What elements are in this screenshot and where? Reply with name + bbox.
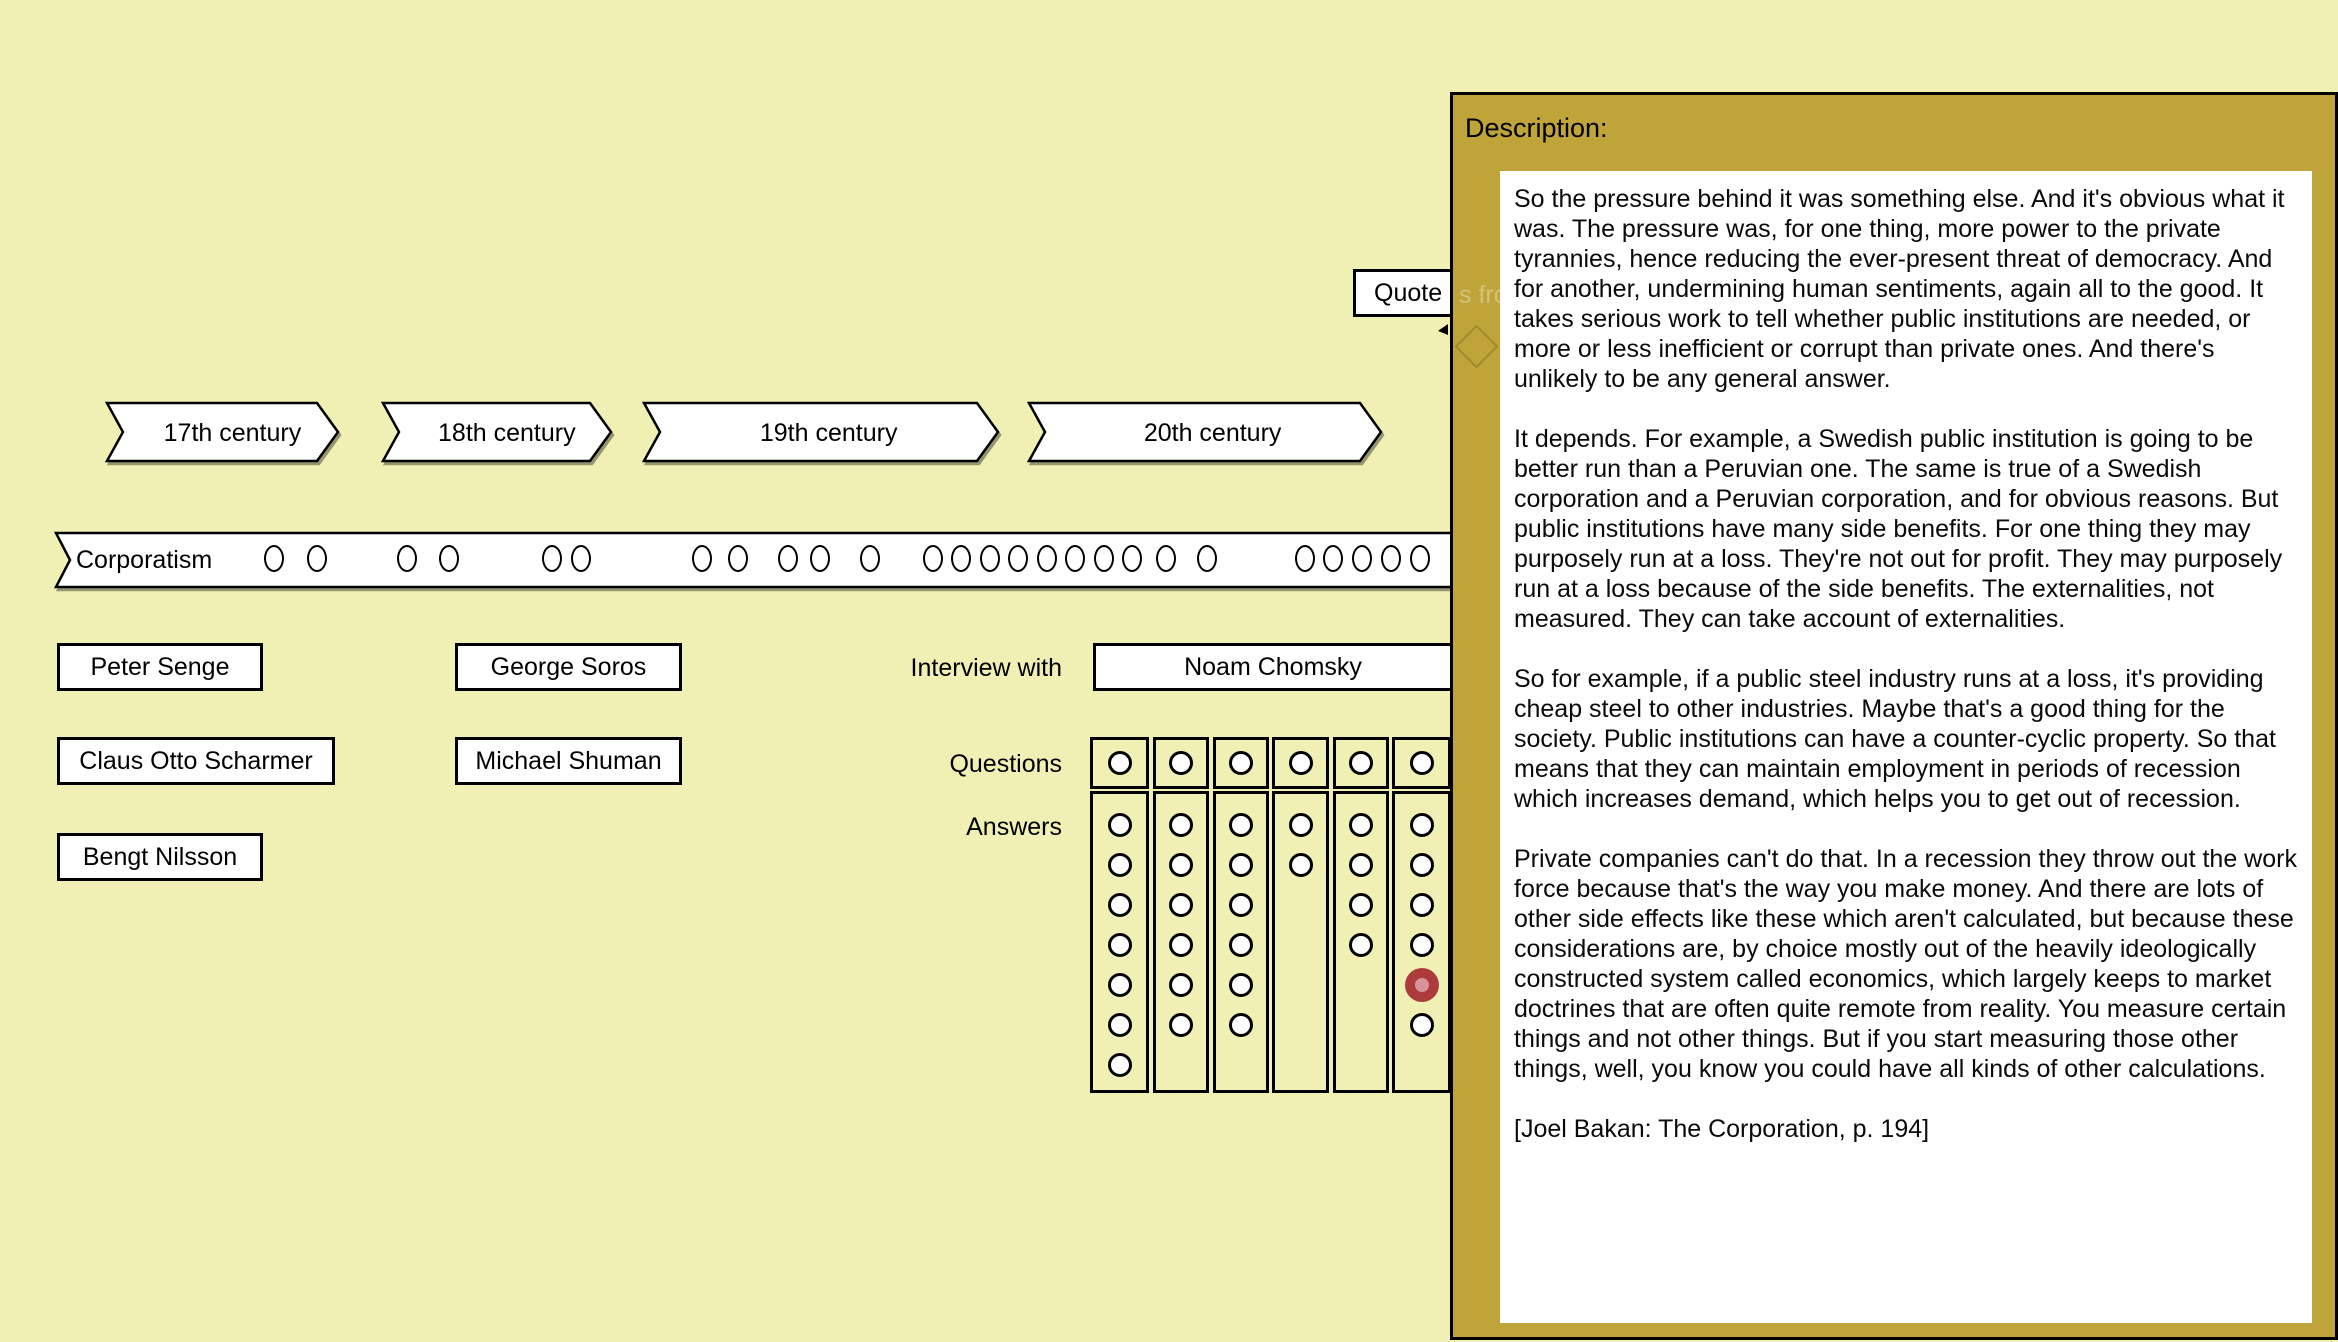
century-chevron-19th[interactable] bbox=[642, 401, 1001, 463]
question-slot[interactable] bbox=[1108, 751, 1132, 775]
answer-slot[interactable] bbox=[1229, 1013, 1253, 1037]
timeline-circle[interactable] bbox=[571, 545, 591, 572]
description-text[interactable] bbox=[1500, 171, 2312, 1323]
century-chevron-20th[interactable] bbox=[1027, 401, 1384, 463]
description-paragraph: So the pressure behind it was something else. And it's obvious what it was. The pressure was, for one thing, more power to the private tyrannies, hence reducing the ever-present threat of democracy. And for another, undermining human sentiments, again all to the good. It takes serious work to tell whether public institutions are needed, or more or less inefficient or corrupt than private ones. And there's unlikely to be any general answer. bbox=[1514, 185, 2285, 393]
person-label: Bengt Nilsson bbox=[82, 842, 238, 871]
answer-slot[interactable] bbox=[1169, 933, 1193, 957]
person-label: George Soros bbox=[490, 652, 647, 681]
interviewee-name: Noam Chomsky bbox=[1184, 652, 1362, 681]
answer-slot[interactable] bbox=[1410, 933, 1434, 957]
timeline-circle[interactable] bbox=[1381, 545, 1401, 572]
timeline-circle[interactable] bbox=[1352, 545, 1372, 572]
timeline-circle[interactable] bbox=[778, 545, 798, 572]
answer-slot[interactable] bbox=[1108, 933, 1132, 957]
answer-slot[interactable] bbox=[1349, 853, 1373, 877]
century-label: 19th century bbox=[759, 419, 898, 447]
answer-slot[interactable] bbox=[1229, 813, 1253, 837]
answer-slot[interactable] bbox=[1108, 853, 1132, 877]
interview-with-label: Interview with bbox=[910, 654, 1062, 682]
quote-button[interactable] bbox=[1353, 269, 1456, 317]
timeline-circle[interactable] bbox=[1197, 545, 1217, 572]
question-slot[interactable] bbox=[1410, 751, 1434, 775]
timeline-circle[interactable] bbox=[860, 545, 880, 572]
timeline-circle[interactable] bbox=[923, 545, 943, 572]
answer-slot[interactable] bbox=[1289, 813, 1313, 837]
timeline-circle[interactable] bbox=[1156, 545, 1176, 572]
selected-dot bbox=[1415, 978, 1429, 992]
answer-slot-selected[interactable] bbox=[1405, 968, 1439, 1002]
timeline-circle[interactable] bbox=[692, 545, 712, 572]
question-slot[interactable] bbox=[1169, 751, 1193, 775]
description-panel-title: Description: bbox=[1465, 113, 1608, 143]
answer-slot[interactable] bbox=[1410, 853, 1434, 877]
answer-slot[interactable] bbox=[1349, 893, 1373, 917]
questions-label: Questions bbox=[949, 750, 1062, 778]
answer-slot[interactable] bbox=[1410, 813, 1434, 837]
person-box-george-soros[interactable] bbox=[455, 643, 682, 691]
description-paragraph: Private companies can't do that. In a recession they throw out the work force because that's the way you make money. And there are lots of other side effects like these which aren't calculated, but because these considerations are, by choice mostly out of the heavily ideologically constructed system called economics, which largely keeps to market doctrines that are often quite remote from reality. You measure certain things and not other things. But if you start measuring those other things, well, you know you could have all kinds of other calculations. bbox=[1514, 845, 2297, 1083]
question-slot[interactable] bbox=[1349, 751, 1373, 775]
answer-slot[interactable] bbox=[1229, 853, 1253, 877]
quote-button-label: Quote bbox=[1374, 278, 1443, 307]
answer-slot[interactable] bbox=[1410, 893, 1434, 917]
timeline-circle[interactable] bbox=[951, 545, 971, 572]
answer-slot[interactable] bbox=[1349, 933, 1373, 957]
description-paragraph: It depends. For example, a Swedish public institution is going to be better run than a Peruvian one. The same is true of a Swedish corporation and a Peruvian corporation, and for obvious reasons. But public institutions have many side benefits. For one thing they may purposely run at a loss. They're not out for profit. They may purposely run at a loss because of the side benefits. The externalities, not measured. They can take account of externalities. bbox=[1514, 425, 2283, 633]
answer-slot[interactable] bbox=[1108, 813, 1132, 837]
timeline-circle[interactable] bbox=[810, 545, 830, 572]
timeline-circle[interactable] bbox=[1008, 545, 1028, 572]
timeline-circle[interactable] bbox=[1295, 545, 1315, 572]
answer-slot[interactable] bbox=[1169, 1013, 1193, 1037]
question-slot[interactable] bbox=[1289, 751, 1313, 775]
question-slot[interactable] bbox=[1229, 751, 1253, 775]
description-paragraph: [Joel Bakan: The Corporation, p. 194] bbox=[1514, 1115, 1930, 1143]
timeline-circle[interactable] bbox=[1094, 545, 1114, 572]
description-panel bbox=[1450, 92, 2338, 1340]
timeline-circle[interactable] bbox=[1037, 545, 1057, 572]
person-box-bengt-nilsson[interactable] bbox=[57, 833, 263, 881]
timeline-circle[interactable] bbox=[980, 545, 1000, 572]
answer-slot[interactable] bbox=[1108, 1053, 1132, 1077]
century-label: 17th century bbox=[163, 419, 302, 447]
answer-slot[interactable] bbox=[1229, 933, 1253, 957]
timeline-circle[interactable] bbox=[397, 545, 417, 572]
timeline-circle[interactable] bbox=[728, 545, 748, 572]
century-chevron-17th[interactable] bbox=[105, 401, 341, 463]
answers-label: Answers bbox=[966, 813, 1062, 841]
answer-slot[interactable] bbox=[1410, 1013, 1434, 1037]
answer-slot[interactable] bbox=[1349, 813, 1373, 837]
description-paragraph: So for example, if a public steel industry runs at a loss, it's providing cheap steel to other industries. Maybe that's a good thing for the society. Public institutions can have a counter-cyclic property. So that means that they can maintain employment in periods of recession which increases demand, which helps you to get out of recession. bbox=[1514, 665, 2276, 813]
obscured-quote-text: s fro bbox=[1459, 281, 1508, 309]
timeline-circle[interactable] bbox=[264, 545, 284, 572]
obscured-diamond-icon bbox=[1455, 325, 1499, 369]
answer-slot[interactable] bbox=[1108, 973, 1132, 997]
interviewee-box[interactable] bbox=[1093, 643, 1453, 691]
answer-slot[interactable] bbox=[1289, 853, 1313, 877]
timeline-circle[interactable] bbox=[1065, 545, 1085, 572]
person-box-claus-otto-scharmer[interactable] bbox=[57, 737, 335, 785]
answer-slot[interactable] bbox=[1229, 893, 1253, 917]
person-box-peter-senge[interactable] bbox=[57, 643, 263, 691]
timeline-circle[interactable] bbox=[1410, 545, 1430, 572]
connector-arrow-icon bbox=[1438, 324, 1448, 335]
timeline-circle[interactable] bbox=[439, 545, 459, 572]
century-label: 20th century bbox=[1143, 419, 1282, 447]
timeline-circle[interactable] bbox=[542, 545, 562, 572]
answer-slot[interactable] bbox=[1108, 1013, 1132, 1037]
answer-slot[interactable] bbox=[1169, 893, 1193, 917]
century-chevron-18th[interactable] bbox=[381, 401, 614, 463]
answer-slot[interactable] bbox=[1169, 813, 1193, 837]
person-label: Peter Senge bbox=[90, 652, 230, 681]
answer-slot[interactable] bbox=[1169, 973, 1193, 997]
person-box-michael-shuman[interactable] bbox=[455, 737, 682, 785]
corporatism-band[interactable] bbox=[54, 531, 1464, 589]
answer-slot[interactable] bbox=[1169, 853, 1193, 877]
person-label: Claus Otto Scharmer bbox=[79, 746, 313, 775]
timeline-circle[interactable] bbox=[1323, 545, 1343, 572]
answer-slot[interactable] bbox=[1229, 973, 1253, 997]
answer-slot[interactable] bbox=[1108, 893, 1132, 917]
timeline-circle[interactable] bbox=[1122, 545, 1142, 572]
corporatism-label: Corporatism bbox=[76, 545, 213, 574]
century-label: 18th century bbox=[438, 419, 576, 447]
timeline-circle[interactable] bbox=[307, 545, 327, 572]
person-label: Michael Shuman bbox=[475, 746, 662, 775]
